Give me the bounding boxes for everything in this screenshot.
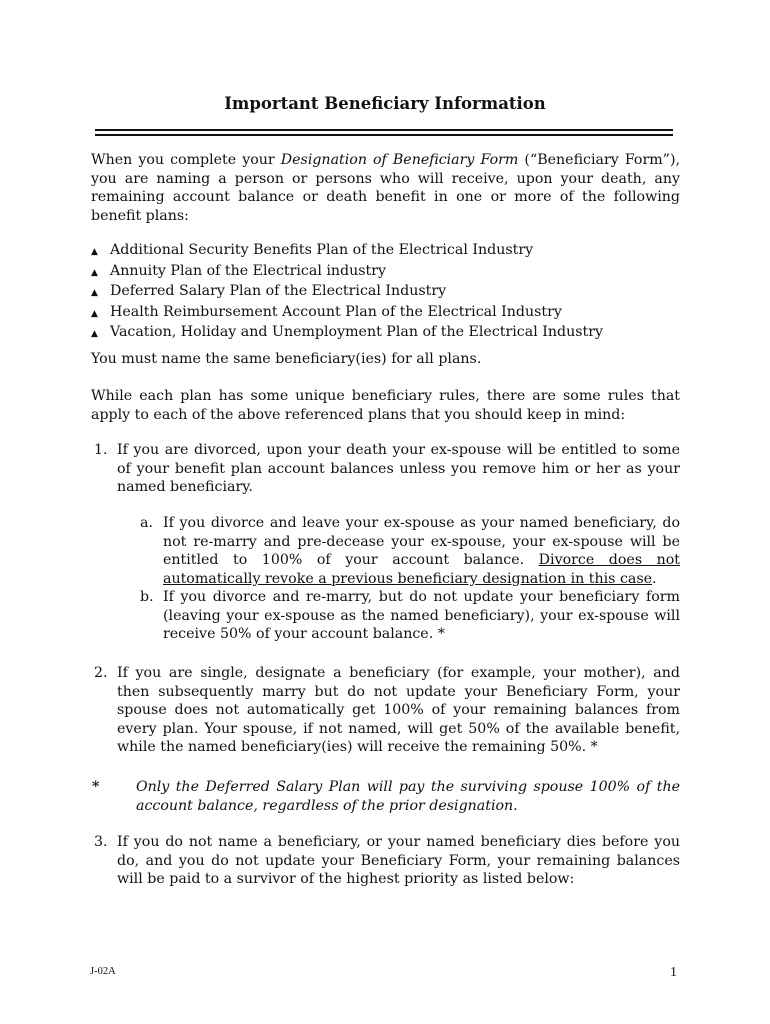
rule-text: If you are single, designate a beneficiary (for example, your mother), and then subsequently marry but do not update your Beneficiary Form, your spouse does not automatically get 100% of your remaining balances from every plan. Your spouse, if not named, will get 50% of the available benefit, while the named beneficiary(ies) will receive the remaining 50%. * [117, 665, 680, 756]
title-rule-bottom [95, 134, 673, 136]
rule-number: 3. [94, 834, 108, 850]
page-title: Important Beneficiary Information [224, 94, 546, 113]
subrule-letter: b. [140, 589, 154, 605]
subrule-letter: a. [140, 515, 153, 531]
form-code: J-02A [90, 966, 116, 977]
footnote-mark: * [92, 779, 100, 795]
triangle-bullet-icon: ▲ [91, 267, 98, 278]
plan-list [91, 241, 680, 344]
list-item: ▲ Health Reimbursement Account Plan of the Electrical Industry [91, 303, 680, 324]
footnote [92, 778, 680, 818]
form-name: Designation of Beneficiary Form [280, 152, 519, 168]
rule-1b [140, 588, 680, 648]
rule-1a [140, 514, 680, 594]
rule-2 [94, 664, 680, 764]
page-number: 1 [670, 965, 677, 980]
subrule-text: If you divorce and re-marry, but do not update your beneficiary form (leaving your ex-spouse as the named beneficiary), your ex-spouse will receive 50% of your account balance. * [163, 589, 680, 643]
triangle-bullet-icon: ▲ [91, 288, 98, 299]
same-beneficiary-paragraph: You must name the same beneficiary(ies) for all plans. [91, 351, 482, 367]
rule-1 [94, 441, 680, 501]
intro-paragraph: When you complete your Designation of Beneficiary Form (“Beneficiary Form”), you are naming a person or persons who will receive, upon your death, any remaining account balance or death benefit in one or more of the following benefit plans: [91, 152, 680, 224]
rule-text: If you are divorced, upon your death your ex-spouse will be entitled to some of your benefit plan account balances unless you remove him or her as your named beneficiary. [117, 442, 680, 496]
subrule-text: If you divorce and leave your ex-spouse as your named beneficiary, do not re-marry and pre-decease your ex-spouse, your ex-spouse will be entitled to 100% of your account balance. Divorce does not automatically revoke a previous beneficiary designation in this case. [163, 515, 681, 587]
list-item: ▲ Deferred Salary Plan of the Electrical Industry [91, 282, 680, 303]
title-rule-top [95, 129, 673, 131]
list-item: ▲ Annuity Plan of the Electrical industry [91, 262, 680, 283]
list-item: ▲ Vacation, Holiday and Unemployment Plan of the Electrical Industry [91, 323, 680, 344]
triangle-bullet-icon: ▲ [91, 329, 98, 340]
rule-number: 2. [94, 665, 108, 681]
list-item: ▲ Additional Security Benefits Plan of the Electrical Industry [91, 241, 680, 262]
footnote-text: Only the Deferred Salary Plan will pay the surviving spouse 100% of the account balance, regardless of the prior designation. [136, 779, 680, 814]
underlined-warning: Divorce does not automatically revoke a previous beneficiary designation in this case [163, 552, 681, 587]
rule-text: If you do not name a beneficiary, or your named beneficiary dies before you do, and you do not update your Beneficiary Form, your remaining balances will be paid to a survivor of the highest priority as listed below: [117, 834, 680, 888]
rules-intro-paragraph: While each plan has some unique beneficiary rules, there are some rules that apply to each of the above referenced plans that you should keep in mind: [91, 388, 680, 423]
triangle-bullet-icon: ▲ [91, 247, 98, 257]
triangle-bullet-icon: ▲ [91, 308, 98, 319]
rule-number: 1. [94, 442, 108, 458]
rule-3 [94, 833, 680, 893]
